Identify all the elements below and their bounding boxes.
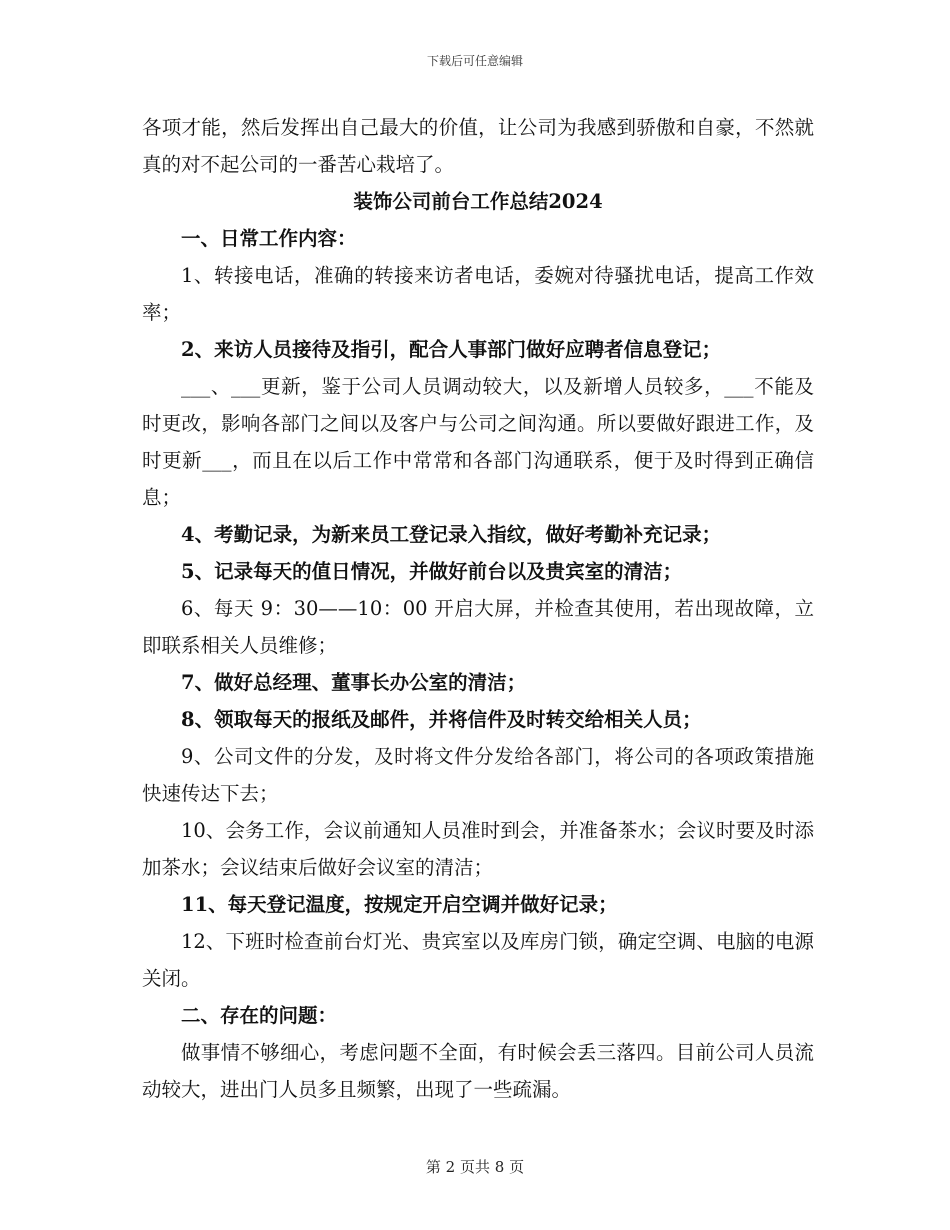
- paragraph-continuation: 各项才能，然后发挥出自己最大的价值，让公司为我感到骄傲和自豪，不然就真的对不起公司的一番苦心栽培了。: [142, 116, 814, 176]
- list-item-9: 9、公司文件的分发，及时将文件分发给各部门，将公司的各项政策措施快速传达下去；: [142, 745, 814, 805]
- list-item-12: 12、下班时检查前台灯光、贵宾室以及库房门锁，确定空调、电脑的电源关闭。: [142, 930, 814, 990]
- page-header: 下载后可任意编辑: [426, 54, 523, 68]
- list-item-7: 7、做好总经理、董事长办公室的清洁；: [181, 671, 527, 694]
- page-footer: 第 2 页共 8 页: [425, 1158, 525, 1176]
- list-item-1: 1、转接电话，准确的转接来访者电话，委婉对待骚扰电话，提高工作效率；: [142, 264, 814, 324]
- list-item-4: 4、考勤记录，为新来员工登记录入指纹，做好考勤补充记录；: [181, 523, 722, 546]
- list-item-11: 11、每天登记温度，按规定开启空调并做好记录；: [181, 893, 618, 916]
- list-item-5: 5、记录每天的值日情况，并做好前台以及贵宾室的清洁；: [181, 560, 683, 583]
- section-heading-1: 一、日常工作内容：: [181, 227, 357, 250]
- list-item-8: 8、领取每天的报纸及邮件，并将信件及时转交给相关人员；: [181, 708, 702, 731]
- list-item-10: 10、会务工作，会议前通知人员准时到会，并准备茶水；会议时要及时添加茶水；会议结束后做好会议室的清洁；: [142, 819, 814, 879]
- section-heading-2: 二、存在的问题：: [181, 1004, 338, 1027]
- list-item-2: 2、来访人员接待及指引，配合人事部门做好应聘者信息登记；: [181, 338, 722, 361]
- paragraph-problems: 做事情不够细心，考虑问题不全面，有时候会丢三落四。目前公司人员流动较大，进出门人员多且频繁，出现了一些疏漏。: [142, 1041, 814, 1101]
- document-title: 装饰公司前台工作总结2024: [353, 190, 603, 213]
- document-body: [142, 109, 814, 1108]
- list-item-3: ___、___更新，鉴于公司人员调动较大，以及新增人员较多，___不能及时更改，影响各部门之间以及客户与公司之间沟通。所以要做好跟进工作，及时更新___，而且在以后工作中常常和各部门沟通联系，便于及时得到正确信息；: [142, 375, 814, 509]
- list-item-6: 6、每天 9：30——10：00 开启大屏，并检查其使用，若出现故障，立即联系相关人员维修；: [142, 597, 814, 657]
